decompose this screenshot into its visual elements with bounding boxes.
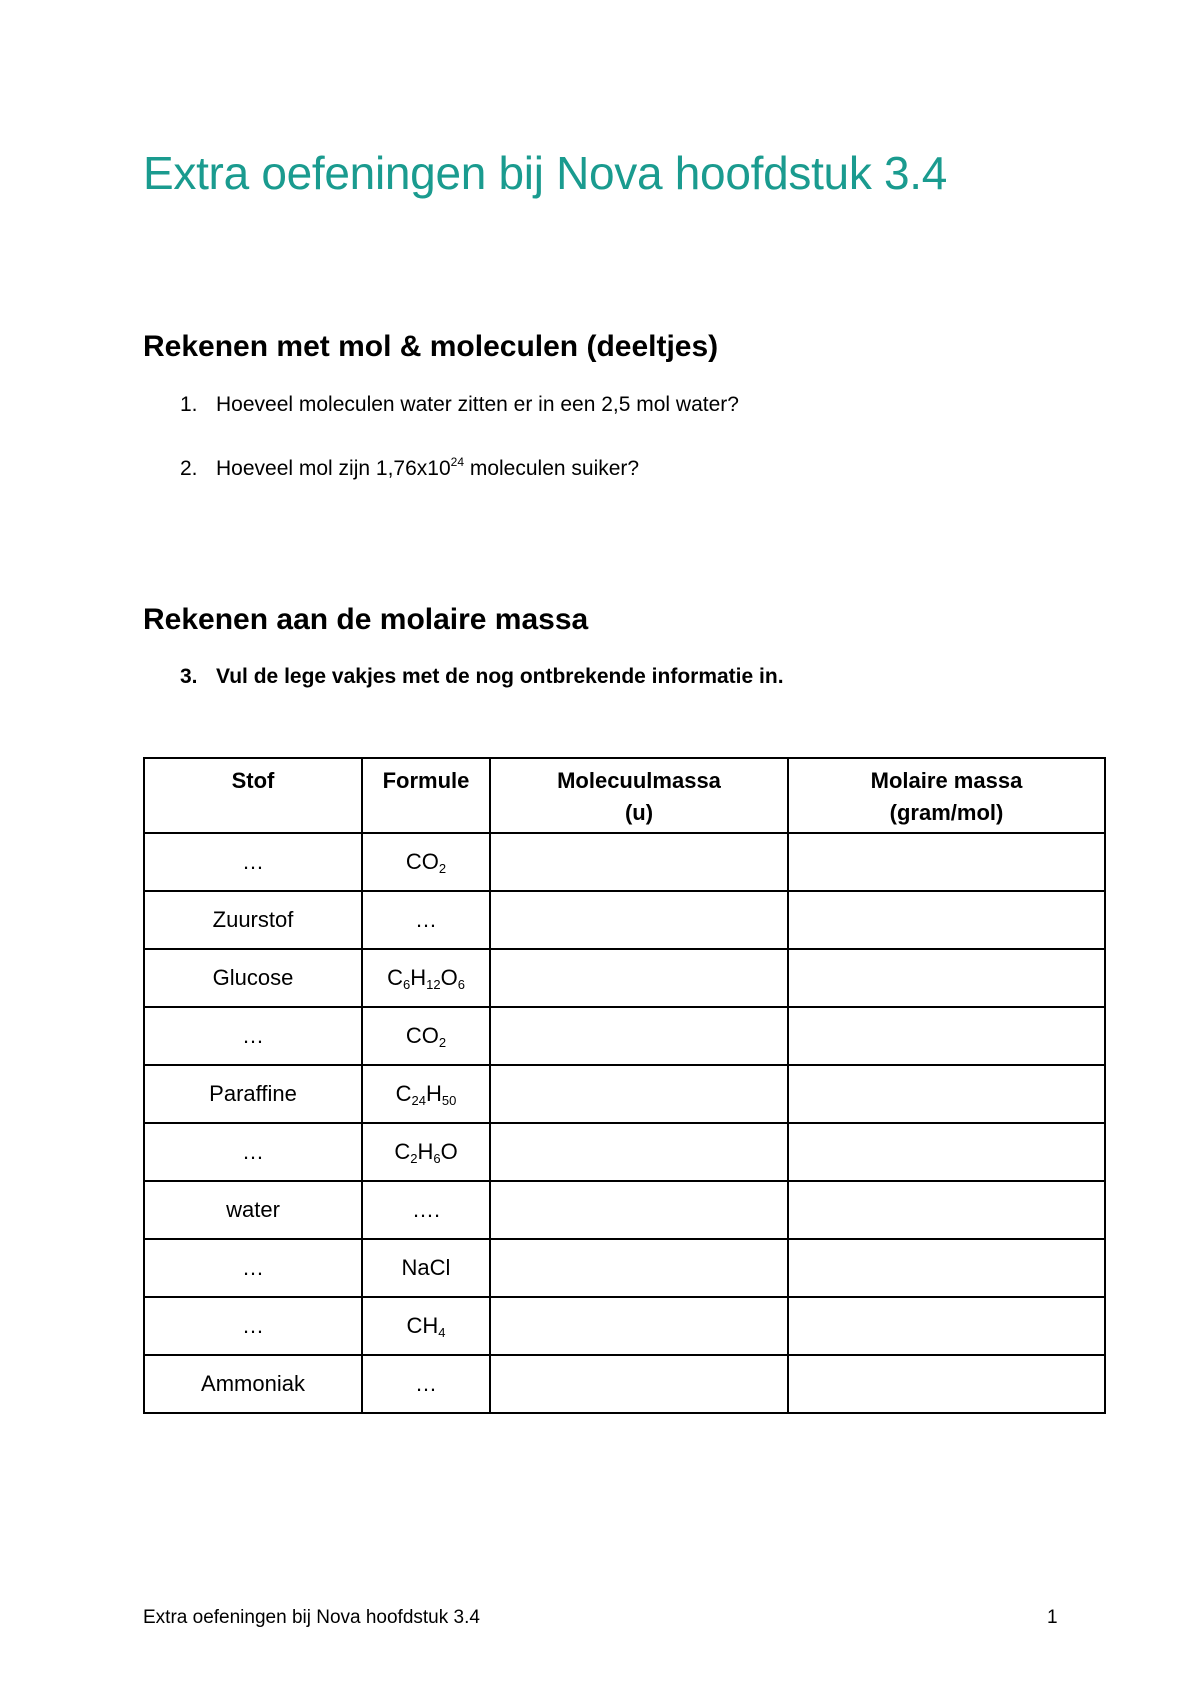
header-unit: (u) xyxy=(624,799,654,825)
table-row xyxy=(144,1065,1105,1123)
header-label: Stof xyxy=(231,768,275,793)
formula-symbol: NaCl xyxy=(401,1255,451,1280)
cell-formule xyxy=(362,1007,490,1065)
question-number: 2. xyxy=(180,457,198,480)
table-row xyxy=(144,833,1105,891)
cell-molaire-massa[interactable] xyxy=(788,1181,1105,1239)
table-row xyxy=(144,1181,1105,1239)
cell-stof: Zuurstof xyxy=(144,891,362,949)
question-number: 1. xyxy=(180,393,198,416)
formula-symbol: CH xyxy=(406,1312,439,1338)
formula-subscript: 2 xyxy=(438,860,447,876)
formula-symbol: … xyxy=(415,907,437,932)
cell-formule xyxy=(362,949,490,1007)
cell-molaire-massa[interactable] xyxy=(788,1007,1105,1065)
question-text-before: Hoeveel mol zijn 1,76x10 xyxy=(216,457,451,480)
header-unit: (gram/mol) xyxy=(889,799,1004,825)
section-heading-molaire-massa: Rekenen aan de molaire massa xyxy=(143,603,589,636)
question-text-after: moleculen suiker? xyxy=(464,457,640,480)
cell-formule xyxy=(362,1181,490,1239)
section-heading-mol-moleculen: Rekenen met mol & moleculen (deeltjes) xyxy=(143,330,719,363)
header-molecuulmassa xyxy=(490,758,788,833)
formula-subscript: 24 xyxy=(411,1092,426,1108)
cell-molecuulmassa[interactable] xyxy=(490,1239,788,1297)
cell-molaire-massa[interactable] xyxy=(788,891,1105,949)
cell-molaire-massa[interactable] xyxy=(788,1239,1105,1297)
formula-symbol: C xyxy=(387,964,403,990)
formula-symbol: H xyxy=(426,1080,442,1106)
molar-mass-table xyxy=(143,757,1106,1414)
header-label: Molecuulmassa xyxy=(557,768,721,793)
table-row xyxy=(144,949,1105,1007)
footer-title: Extra oefeningen bij Nova hoofdstuk 3.4 xyxy=(143,1607,480,1628)
cell-molecuulmassa[interactable] xyxy=(490,1065,788,1123)
page-number: 1 xyxy=(1047,1607,1058,1628)
formula-subscript: 6 xyxy=(433,1150,441,1166)
header-label: Molaire massa xyxy=(870,768,1023,793)
cell-molaire-massa[interactable] xyxy=(788,1297,1105,1355)
question-number: 3. xyxy=(180,665,198,688)
cell-formule xyxy=(362,1065,490,1123)
cell-molaire-massa[interactable] xyxy=(788,949,1105,1007)
question-text: Hoeveel moleculen water zitten er in een 2,5 mol water? xyxy=(216,393,739,416)
cell-molecuulmassa[interactable] xyxy=(490,1355,788,1413)
formula-subscript: 50 xyxy=(441,1092,457,1108)
cell-stof: Glucose xyxy=(144,949,362,1007)
question-1 xyxy=(180,392,739,417)
cell-molecuulmassa[interactable] xyxy=(490,1181,788,1239)
cell-stof: … xyxy=(144,1123,362,1181)
page-title: Extra oefeningen bij Nova hoofdstuk 3.4 xyxy=(143,147,948,199)
cell-formule xyxy=(362,1239,490,1297)
cell-molecuulmassa[interactable] xyxy=(490,1297,788,1355)
formula-symbol: C xyxy=(394,1138,411,1164)
cell-stof: … xyxy=(144,1297,362,1355)
formula-symbol: O xyxy=(440,1138,458,1164)
cell-stof: … xyxy=(144,1007,362,1065)
formula-subscript: 2 xyxy=(410,1150,418,1166)
cell-formule xyxy=(362,833,490,891)
question-3 xyxy=(180,664,784,689)
formula-subscript: 4 xyxy=(438,1324,446,1340)
cell-molecuulmassa[interactable] xyxy=(490,891,788,949)
cell-stof: … xyxy=(144,1239,362,1297)
cell-molaire-massa[interactable] xyxy=(788,833,1105,891)
table-row xyxy=(144,1355,1105,1413)
cell-formule xyxy=(362,1355,490,1413)
table-row xyxy=(144,1007,1105,1065)
formula-subscript: 12 xyxy=(426,976,441,992)
formula-symbol: H xyxy=(417,1138,434,1164)
cell-molaire-massa[interactable] xyxy=(788,1065,1105,1123)
formula-symbol: CO xyxy=(405,1022,439,1048)
cell-molaire-massa[interactable] xyxy=(788,1355,1105,1413)
table-row xyxy=(144,891,1105,949)
formula-subscript: 6 xyxy=(402,976,411,992)
header-stof xyxy=(144,758,362,833)
table-row xyxy=(144,1239,1105,1297)
formula-symbol: … xyxy=(415,1371,437,1396)
cell-stof: water xyxy=(144,1181,362,1239)
header-label: Formule xyxy=(382,768,470,793)
table-header-row xyxy=(144,758,1105,833)
table-row xyxy=(144,1297,1105,1355)
formula-symbol: O xyxy=(440,964,458,990)
cell-stof: Ammoniak xyxy=(144,1355,362,1413)
cell-molecuulmassa[interactable] xyxy=(490,833,788,891)
question-2 xyxy=(180,455,639,481)
formula-symbol: …. xyxy=(411,1197,441,1222)
formula-symbol: CO xyxy=(405,848,439,874)
cell-formule xyxy=(362,1123,490,1181)
cell-stof: Paraffine xyxy=(144,1065,362,1123)
header-molaire-massa xyxy=(788,758,1105,833)
table-row xyxy=(144,1123,1105,1181)
formula-symbol: H xyxy=(410,964,427,990)
cell-molecuulmassa[interactable] xyxy=(490,1007,788,1065)
cell-formule xyxy=(362,1297,490,1355)
cell-molecuulmassa[interactable] xyxy=(490,949,788,1007)
cell-stof: … xyxy=(144,833,362,891)
formula-subscript: 6 xyxy=(457,976,465,992)
cell-molecuulmassa[interactable] xyxy=(490,1123,788,1181)
formula-symbol: C xyxy=(395,1080,412,1106)
formula-subscript: 2 xyxy=(438,1034,447,1050)
cell-molaire-massa[interactable] xyxy=(788,1123,1105,1181)
header-formule xyxy=(362,758,490,833)
question-text: Vul de lege vakjes met de nog ontbrekende informatie in. xyxy=(216,665,784,688)
cell-formule xyxy=(362,891,490,949)
exponent: 24 xyxy=(450,455,464,469)
